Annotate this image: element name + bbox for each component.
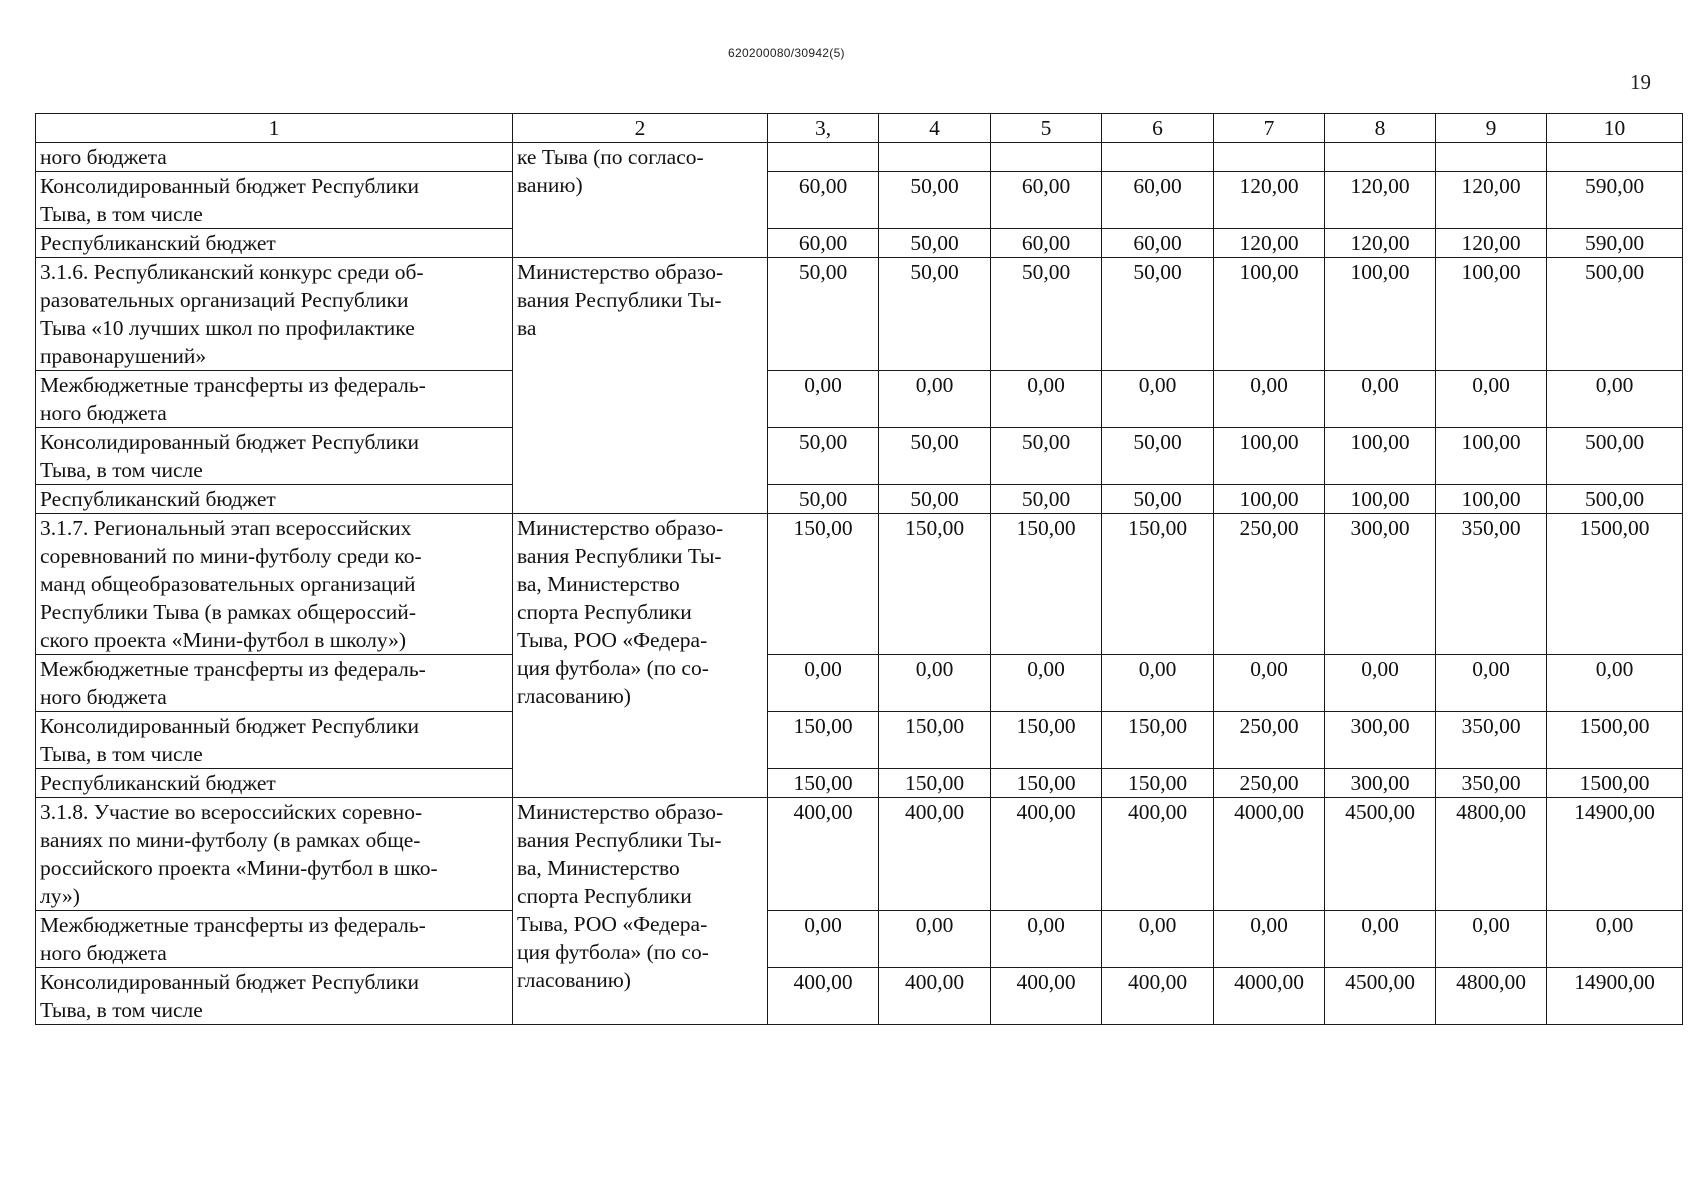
value-cell-col-7 <box>1214 143 1325 172</box>
value-cell-col-8: 100,00 <box>1325 485 1436 514</box>
column-header-3: 3, <box>768 114 879 143</box>
value-cell-col-3: 50,00 <box>768 258 879 371</box>
value-cell-col-4: 150,00 <box>879 514 991 655</box>
value-cell-col-4: 50,00 <box>879 229 991 258</box>
column-header-9: 9 <box>1436 114 1547 143</box>
document-code: 620200080/30942(5) <box>728 46 845 60</box>
value-cell-col-5: 400,00 <box>991 968 1102 1025</box>
value-cell-col-10: 500,00 <box>1547 485 1683 514</box>
value-cell-col-8: 300,00 <box>1325 712 1436 769</box>
value-cell-col-5: 60,00 <box>991 172 1102 229</box>
value-cell-col-10 <box>1547 143 1683 172</box>
value-cell-col-4: 50,00 <box>879 428 991 485</box>
value-cell-col-8: 100,00 <box>1325 428 1436 485</box>
value-cell-col-8: 300,00 <box>1325 769 1436 798</box>
value-cell-col-3: 0,00 <box>768 911 879 968</box>
value-cell-col-5: 150,00 <box>991 712 1102 769</box>
value-cell-col-10: 14900,00 <box>1547 798 1683 911</box>
value-cell-col-6: 150,00 <box>1102 712 1214 769</box>
value-cell-col-7: 4000,00 <box>1214 968 1325 1025</box>
value-cell-col-5: 0,00 <box>991 655 1102 712</box>
table-row <box>36 514 1683 655</box>
table-row <box>36 258 1683 371</box>
value-cell-col-6: 0,00 <box>1102 655 1214 712</box>
value-cell-col-3: 150,00 <box>768 514 879 655</box>
table-row <box>36 428 1683 485</box>
value-cell-col-8: 0,00 <box>1325 371 1436 428</box>
value-cell-col-3: 150,00 <box>768 769 879 798</box>
value-cell-col-9: 350,00 <box>1436 712 1547 769</box>
value-cell-col-3: 0,00 <box>768 655 879 712</box>
table-row <box>36 371 1683 428</box>
column-header-7: 7 <box>1214 114 1325 143</box>
row-label: Консолидированный бюджет Республики Тыва, в том числе <box>36 968 513 1025</box>
value-cell-col-7: 250,00 <box>1214 712 1325 769</box>
value-cell-col-6: 60,00 <box>1102 229 1214 258</box>
value-cell-col-8: 0,00 <box>1325 911 1436 968</box>
row-label: Консолидированный бюджет Республики Тыва, в том числе <box>36 428 513 485</box>
responsible-executor: ке Тыва (по согласо- ванию) <box>513 143 768 258</box>
column-header-6: 6 <box>1102 114 1214 143</box>
value-cell-col-5: 150,00 <box>991 514 1102 655</box>
value-cell-col-5: 50,00 <box>991 258 1102 371</box>
value-cell-col-10: 590,00 <box>1547 172 1683 229</box>
value-cell-col-9: 0,00 <box>1436 371 1547 428</box>
column-header-4: 4 <box>879 114 991 143</box>
value-cell-col-6: 0,00 <box>1102 371 1214 428</box>
table-row <box>36 968 1683 1025</box>
value-cell-col-5: 150,00 <box>991 769 1102 798</box>
value-cell-col-4: 400,00 <box>879 968 991 1025</box>
table-row <box>36 911 1683 968</box>
table-row <box>36 143 1683 172</box>
value-cell-col-9: 120,00 <box>1436 172 1547 229</box>
value-cell-col-5: 0,00 <box>991 371 1102 428</box>
row-label: Республиканский бюджет <box>36 769 513 798</box>
value-cell-col-9: 100,00 <box>1436 258 1547 371</box>
value-cell-col-4: 400,00 <box>879 798 991 911</box>
value-cell-col-8: 120,00 <box>1325 172 1436 229</box>
value-cell-col-5: 60,00 <box>991 229 1102 258</box>
row-label: Консолидированный бюджет Республики Тыва, в том числе <box>36 172 513 229</box>
value-cell-col-3: 50,00 <box>768 485 879 514</box>
value-cell-col-7: 100,00 <box>1214 258 1325 371</box>
value-cell-col-7: 0,00 <box>1214 911 1325 968</box>
value-cell-col-10: 14900,00 <box>1547 968 1683 1025</box>
value-cell-col-10: 0,00 <box>1547 655 1683 712</box>
row-label: Республиканский бюджет <box>36 229 513 258</box>
value-cell-col-6: 0,00 <box>1102 911 1214 968</box>
row-label: Консолидированный бюджет Республики Тыва, в том числе <box>36 712 513 769</box>
row-label: ного бюджета <box>36 143 513 172</box>
value-cell-col-7: 100,00 <box>1214 485 1325 514</box>
value-cell-col-9: 350,00 <box>1436 514 1547 655</box>
value-cell-col-10: 1500,00 <box>1547 712 1683 769</box>
value-cell-col-9: 100,00 <box>1436 485 1547 514</box>
value-cell-col-7: 100,00 <box>1214 428 1325 485</box>
value-cell-col-4: 150,00 <box>879 769 991 798</box>
value-cell-col-7: 250,00 <box>1214 769 1325 798</box>
value-cell-col-10: 500,00 <box>1547 428 1683 485</box>
table-row <box>36 712 1683 769</box>
value-cell-col-9: 100,00 <box>1436 428 1547 485</box>
value-cell-col-8: 100,00 <box>1325 258 1436 371</box>
value-cell-col-6: 50,00 <box>1102 258 1214 371</box>
value-cell-col-3: 0,00 <box>768 371 879 428</box>
value-cell-col-10: 0,00 <box>1547 371 1683 428</box>
value-cell-col-7: 250,00 <box>1214 514 1325 655</box>
column-header-1: 1 <box>36 114 513 143</box>
value-cell-col-3: 400,00 <box>768 968 879 1025</box>
header-row <box>36 114 1683 143</box>
value-cell-col-5: 50,00 <box>991 485 1102 514</box>
value-cell-col-4: 50,00 <box>879 258 991 371</box>
row-label: 3.1.6. Республиканский конкурс среди об- разовательных организаций Республики Тыва «10 лучших школ по профилактике правонарушений» <box>36 258 513 371</box>
value-cell-col-9: 350,00 <box>1436 769 1547 798</box>
value-cell-col-7: 4000,00 <box>1214 798 1325 911</box>
table-row <box>36 485 1683 514</box>
value-cell-col-6: 50,00 <box>1102 485 1214 514</box>
value-cell-col-5: 400,00 <box>991 798 1102 911</box>
value-cell-col-5: 50,00 <box>991 428 1102 485</box>
table-row <box>36 769 1683 798</box>
value-cell-col-6: 60,00 <box>1102 172 1214 229</box>
value-cell-col-3: 150,00 <box>768 712 879 769</box>
value-cell-col-6: 50,00 <box>1102 428 1214 485</box>
value-cell-col-6: 400,00 <box>1102 798 1214 911</box>
value-cell-col-10: 1500,00 <box>1547 514 1683 655</box>
value-cell-col-6: 400,00 <box>1102 968 1214 1025</box>
value-cell-col-4 <box>879 143 991 172</box>
value-cell-col-4: 50,00 <box>879 485 991 514</box>
value-cell-col-4: 50,00 <box>879 172 991 229</box>
value-cell-col-8: 4500,00 <box>1325 798 1436 911</box>
value-cell-col-4: 0,00 <box>879 655 991 712</box>
value-cell-col-9 <box>1436 143 1547 172</box>
value-cell-col-8: 4500,00 <box>1325 968 1436 1025</box>
column-header-5: 5 <box>991 114 1102 143</box>
value-cell-col-9: 120,00 <box>1436 229 1547 258</box>
value-cell-col-3: 400,00 <box>768 798 879 911</box>
value-cell-col-4: 150,00 <box>879 712 991 769</box>
value-cell-col-10: 0,00 <box>1547 911 1683 968</box>
row-label: 3.1.8. Участие во всероссийских соревно- ваниях по мини-футболу (в рамках обще- российского проекта «Мини-футбол в шко- лу») <box>36 798 513 911</box>
table-row <box>36 229 1683 258</box>
value-cell-col-4: 0,00 <box>879 371 991 428</box>
value-cell-col-7: 0,00 <box>1214 371 1325 428</box>
value-cell-col-9: 4800,00 <box>1436 798 1547 911</box>
value-cell-col-9: 0,00 <box>1436 911 1547 968</box>
value-cell-col-4: 0,00 <box>879 911 991 968</box>
value-cell-col-6: 150,00 <box>1102 769 1214 798</box>
value-cell-col-3 <box>768 143 879 172</box>
value-cell-col-9: 4800,00 <box>1436 968 1547 1025</box>
value-cell-col-10: 1500,00 <box>1547 769 1683 798</box>
column-header-2: 2 <box>513 114 768 143</box>
value-cell-col-10: 590,00 <box>1547 229 1683 258</box>
row-label: Межбюджетные трансферты из федераль- ного бюджета <box>36 655 513 712</box>
row-label: Межбюджетные трансферты из федераль- ного бюджета <box>36 371 513 428</box>
responsible-executor: Министерство образо- вания Республики Ты- ва, Министерство спорта Республики Тыва, РОО «Федера- ция футбола» (по со- гласованию) <box>513 798 768 1025</box>
value-cell-col-3: 50,00 <box>768 428 879 485</box>
table-row <box>36 655 1683 712</box>
value-cell-col-7: 120,00 <box>1214 229 1325 258</box>
value-cell-col-7: 0,00 <box>1214 655 1325 712</box>
responsible-executor: Министерство образо- вания Республики Ты- ва <box>513 258 768 514</box>
row-label: Республиканский бюджет <box>36 485 513 514</box>
responsible-executor: Министерство образо- вания Республики Ты- ва, Министерство спорта Республики Тыва, РОО «Федера- ция футбола» (по со- гласованию) <box>513 514 768 798</box>
value-cell-col-8: 300,00 <box>1325 514 1436 655</box>
column-header-10: 10 <box>1547 114 1683 143</box>
table-row <box>36 798 1683 911</box>
budget-table <box>35 113 1683 1025</box>
value-cell-col-5: 0,00 <box>991 911 1102 968</box>
value-cell-col-3: 60,00 <box>768 172 879 229</box>
page-number: 19 <box>1630 70 1651 94</box>
value-cell-col-5 <box>991 143 1102 172</box>
value-cell-col-3: 60,00 <box>768 229 879 258</box>
column-header-8: 8 <box>1325 114 1436 143</box>
row-label: Межбюджетные трансферты из федераль- ного бюджета <box>36 911 513 968</box>
row-label: 3.1.7. Региональный этап всероссийских соревнований по мини-футболу среди ко- манд общеобразовательных организаций Республики Тыва (в рамках общероссий- ского проекта «Мини-футбол в школу») <box>36 514 513 655</box>
value-cell-col-10: 500,00 <box>1547 258 1683 371</box>
value-cell-col-6: 150,00 <box>1102 514 1214 655</box>
value-cell-col-9: 0,00 <box>1436 655 1547 712</box>
table-row <box>36 172 1683 229</box>
value-cell-col-8 <box>1325 143 1436 172</box>
value-cell-col-6 <box>1102 143 1214 172</box>
value-cell-col-8: 0,00 <box>1325 655 1436 712</box>
value-cell-col-8: 120,00 <box>1325 229 1436 258</box>
value-cell-col-7: 120,00 <box>1214 172 1325 229</box>
